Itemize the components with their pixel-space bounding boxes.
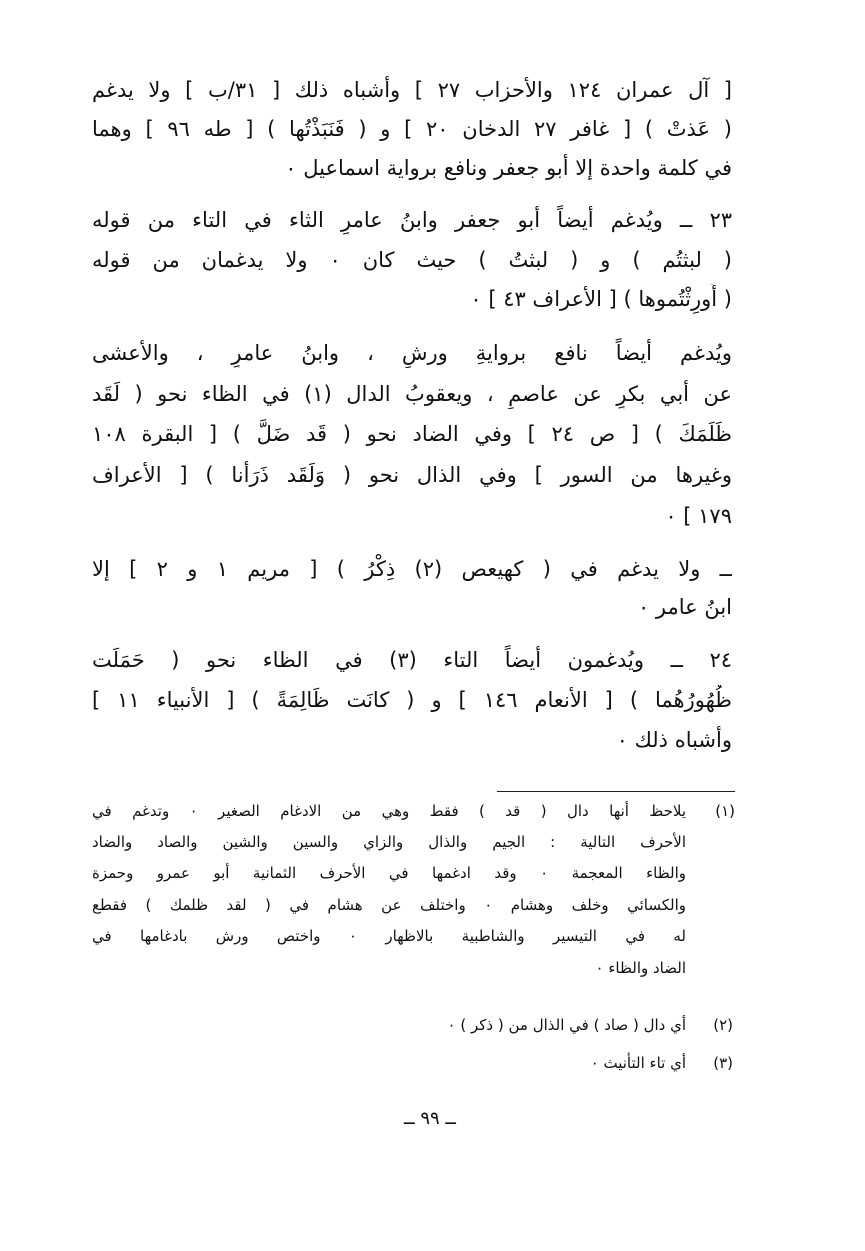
body-line: ابنُ عامر ٠ — [637, 595, 732, 619]
footnote-line: الأحرف التالية : الجيم والذال والزاي والسين والشين والصاد والضاد — [92, 833, 686, 851]
footnote-line: أي دال ( صاد ) في الذال من ( ذكر ) ٠ — [447, 1016, 686, 1034]
footnote-number: (١) — [715, 802, 735, 820]
footnote-line: الضاد والظاء ٠ — [595, 959, 686, 977]
footnote-line: أي تاء التأنيث ٠ — [590, 1054, 686, 1072]
body-line: ظُهُورُهُما ) [ الأنعام ١٤٦ ] و ( كانَت ظَالِمَةً ) [ الأنبياء ١١ ] — [92, 688, 732, 712]
body-line: ويُدغم أيضاً نافع بروايةِ ورشٍ ، وابنُ عامرٍ ، والأعشى — [92, 341, 732, 365]
body-line: ( لبثتُم ) و ( لبثتُ ) حيث كان ٠ ولا يدغمان من قوله — [92, 248, 732, 272]
body-line: ٢٤ ــ ويُدغمون أيضاً التاء (٣) في الظاء نحو ( حَمَلَت — [92, 648, 732, 672]
body-line: وأشباه ذلك ٠ — [616, 728, 732, 752]
body-line: ( أُورِثْتُموها ) [ الأعراف ٤٣ ] ٠ — [470, 287, 732, 311]
body-line: [ آل عمران ١٢٤ والأحزاب ٢٧ ] وأشباه ذلك [ ٣١/ب ] ولا يدغم — [92, 78, 732, 102]
footnote-number: (٢) — [713, 1016, 733, 1034]
page-number: ــ ٩٩ ــ — [404, 1108, 456, 1129]
body-line: في كلمة واحدة إلا أبو جعفر ونافع برواية اسماعيل ٠ — [285, 156, 732, 180]
footnote-separator — [497, 791, 735, 792]
body-line: ــ ولا يدغم في ( كهيعص (٢) ذِكْرُ ) [ مريم ١ و ٢ ] إلا — [92, 557, 732, 581]
footnote-line: والظاء المعجمة ٠ وقد ادغمها في الأحرف الثمانية أبو عمرو وحمزة — [92, 864, 686, 882]
body-line: عن أبي بكرٍ عن عاصمٍ ، ويعقوبُ الدال (١) في الظاء نحو ( لَقَد — [92, 382, 732, 406]
footnote-number: (٣) — [713, 1054, 733, 1072]
footnote-line: له في التيسير والشاطبية بالاظهار ٠ واختص ورش بادغامها في — [92, 927, 686, 945]
body-line: ظَلَمَكَ ) [ ص ٢٤ ] وفي الضاد نحو ( قَد ضَلَّ ) [ البقرة ١٠٨ — [92, 422, 732, 446]
footnote-line: والكسائي وخلف وهشام ٠ واختلف عن هشام في ( لقد ظلمك ) فقطع — [92, 896, 686, 914]
body-line: ( عَذتْ ) [ غافر ٢٧ الدخان ٢٠ ] و ( فَنَبَذْتُها ) [ طه ٩٦ ] وهما — [92, 117, 732, 141]
footnote-line: يلاحظ أنها دال ( قد ) فقط وهي من الادغام الصغير ٠ وتدغم في — [92, 802, 686, 820]
body-line: وغيرها من السور ] وفي الذال نحو ( وَلَقَد ذَرَأنا ) [ الأعراف — [92, 463, 732, 487]
body-line: ١٧٩ ] ٠ — [665, 504, 732, 528]
body-line: ٢٣ ــ ويُدغم أيضاً أبو جعفر وابنُ عامرٍ الثاء في التاء من قوله — [92, 208, 732, 232]
